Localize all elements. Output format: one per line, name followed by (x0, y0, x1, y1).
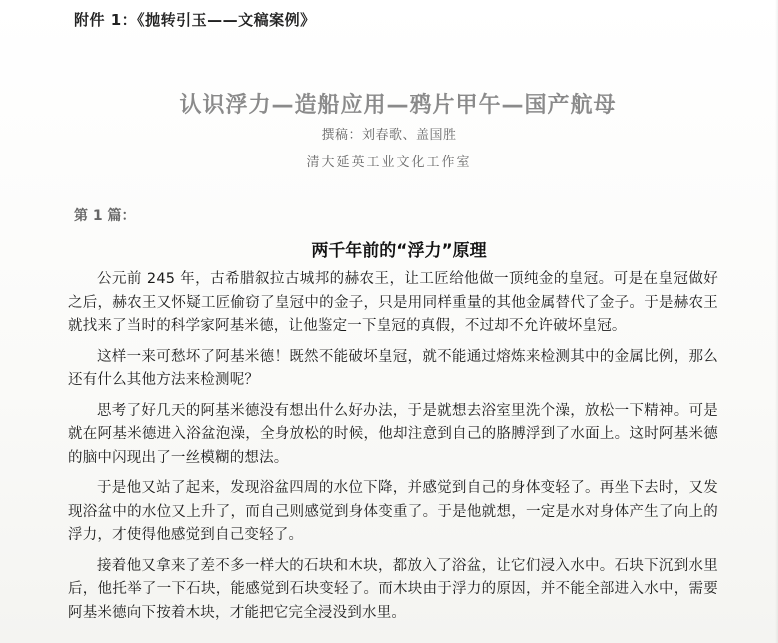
studio-line: 清大延英工业文化工作室 (306, 155, 472, 170)
part-label: 第 1 篇： (74, 208, 136, 224)
article-body (68, 268, 718, 632)
paragraph: 接着他又拿来了差不多一样大的石块和木块，都放入了浴盆，让它们浸入水中。石块下沉到水里后，他托举了一下石块，能感觉到石块变轻了。而木块由于浮力的原因，并不能全部进入水中，需要阿基米德向下按着木块，才能把它完全浸没到水里。 (68, 557, 718, 621)
paragraph: 于是他又站了起来，发现浴盆四周的水位下降，并感觉到自己的身体变轻了。再坐下去时，又发现浴盆中的水位又上升了，而自己则感觉到身体变重了。于是他就想，一定是水对身体产生了向上的浮力，才使得他感觉到自己变轻了。 (68, 480, 718, 543)
paragraph: 公元前 245 年，古希腊叙拉古城邦的赫农王，让工匠给他做一顶纯金的皇冠。可是在皇冠做好之后，赫农王又怀疑工匠偷窃了皇冠中的金子，只是用同样重量的其他金属替代了金子。于是赫农王就找来了当时的科学家阿基米德，让他鉴定一下皇冠的真假，不过却不允许破坏皇冠。 (68, 271, 718, 334)
article-title: 两千年前的“浮力”原理 (311, 241, 487, 261)
paragraph: 这样一来可愁坏了阿基米德！既然不能破坏皇冠，就不能通过熔炼来检测其中的金属比例，那么还有什么其他方法来检测呢？ (68, 348, 718, 388)
paragraph: 思考了好几天的阿基米德没有想出什么好办法，于是就想去浴室里洗个澡，放松一下精神。可是就在阿基米德进入浴盆泡澡，全身放松的时候，他却注意到自己的胳膊浮到了水面上。这时阿基米德的脑中闪现出了一丝模糊的想法。 (68, 402, 718, 466)
main-title: 认识浮力—造船应用—鸦片甲午—国产航母 (179, 93, 617, 118)
attachment-label: 附件 1：《抛转引玉——文稿案例》 (74, 11, 316, 29)
author-line: 撰稿：刘春歌、盖国胜 (321, 128, 457, 143)
